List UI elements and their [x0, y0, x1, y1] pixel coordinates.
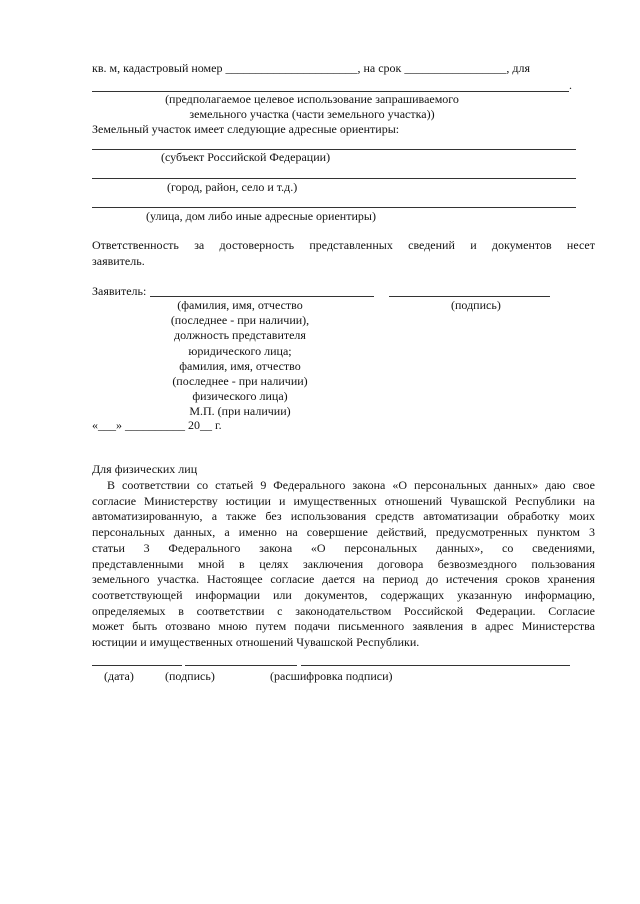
consent-line: автоматизированную, а также без использования средств автоматизации обработку моих [92, 509, 595, 524]
consent-line: согласие Министерству юстиции и имущественных отношений Чувашской Республики на [92, 493, 595, 508]
consent-paragraph [92, 478, 595, 651]
caption-line: (последнее - при наличии), [170, 313, 310, 328]
caption-line: должность представителя [174, 328, 306, 343]
consent-line: представленными мной в целях заключения договора безвозмездного пользования [92, 556, 595, 571]
consent-line: статьи 3 Федерального закона «О персональных данных», со сведениями, [92, 540, 595, 555]
applicant-signature-line [389, 296, 550, 297]
responsibility-line: Ответственность за достоверность представленных сведений и документов несет [92, 238, 595, 252]
applicant-label: Заявитель: [92, 284, 147, 298]
applicant-name-caption [140, 298, 340, 420]
city-caption: (город, район, село и т.д.) [167, 180, 298, 194]
city-fill-line [92, 178, 576, 179]
consent-line: может быть отозвано мною путем подачи письменного заявления в адрес Министерства [92, 619, 595, 634]
consent-line: персональных данных, а именно на совершение действий, предусмотренных пунктом 3 [92, 525, 595, 540]
cadastral-line: кв. м, кадастровый номер ______________________, на срок _________________, для [92, 61, 530, 75]
applicant-name-line [150, 296, 374, 297]
responsibility-paragraph [92, 238, 595, 269]
caption-line: физического лица) [192, 389, 288, 404]
caption-line: (фамилия, имя, отчество [177, 298, 303, 312]
signature-caption: (подпись) [165, 669, 215, 683]
caption-line: юридического лица; [188, 343, 292, 358]
caption-line: М.П. (при наличии) [189, 404, 291, 419]
consent-line: земельного участка. Настоящее согласие дается на период до истечения сроков хранения [92, 572, 595, 587]
consent-line: определяемых в соответствии с законодательством Российской Федерации. Согласие [92, 603, 595, 618]
responsibility-line: заявитель. [92, 253, 145, 268]
decoding-caption: (расшифровка подписи) [270, 669, 393, 683]
decoding-fill-line [301, 665, 570, 666]
date-line: «___» __________ 20__ г. [92, 418, 222, 432]
consent-line: юстиции и имущественных отношений Чувашской Республики. [92, 635, 420, 650]
address-intro: Земельный участок имеет следующие адресные ориентиры: [92, 122, 400, 136]
applicant-signature-caption: (подпись) [451, 298, 501, 312]
purpose-caption-1: (предполагаемое целевое использование запрашиваемого [165, 92, 459, 106]
date-caption: (дата) [104, 669, 134, 683]
street-fill-line [92, 207, 576, 208]
subject-caption: (субъект Российской Федерации) [161, 150, 331, 164]
consent-line: В соответствии со статьей 9 Федерального закона «О персональных данных» даю свое [107, 478, 595, 492]
caption-line: фамилия, имя, отчество [179, 358, 301, 373]
period-mark: . [569, 78, 572, 92]
date-fill-line [92, 665, 182, 666]
signature-fill-line [185, 665, 297, 666]
purpose-caption-2: земельного участка (части земельного участка)) [189, 107, 435, 121]
consent-line: соответствующей информации или документов, содержащих указанную информацию, [92, 587, 595, 602]
street-caption: (улица, дом либо иные адресные ориентиры) [146, 209, 376, 223]
consent-heading: Для физических лиц [92, 462, 198, 476]
caption-line: (последнее - при наличии) [172, 374, 308, 389]
